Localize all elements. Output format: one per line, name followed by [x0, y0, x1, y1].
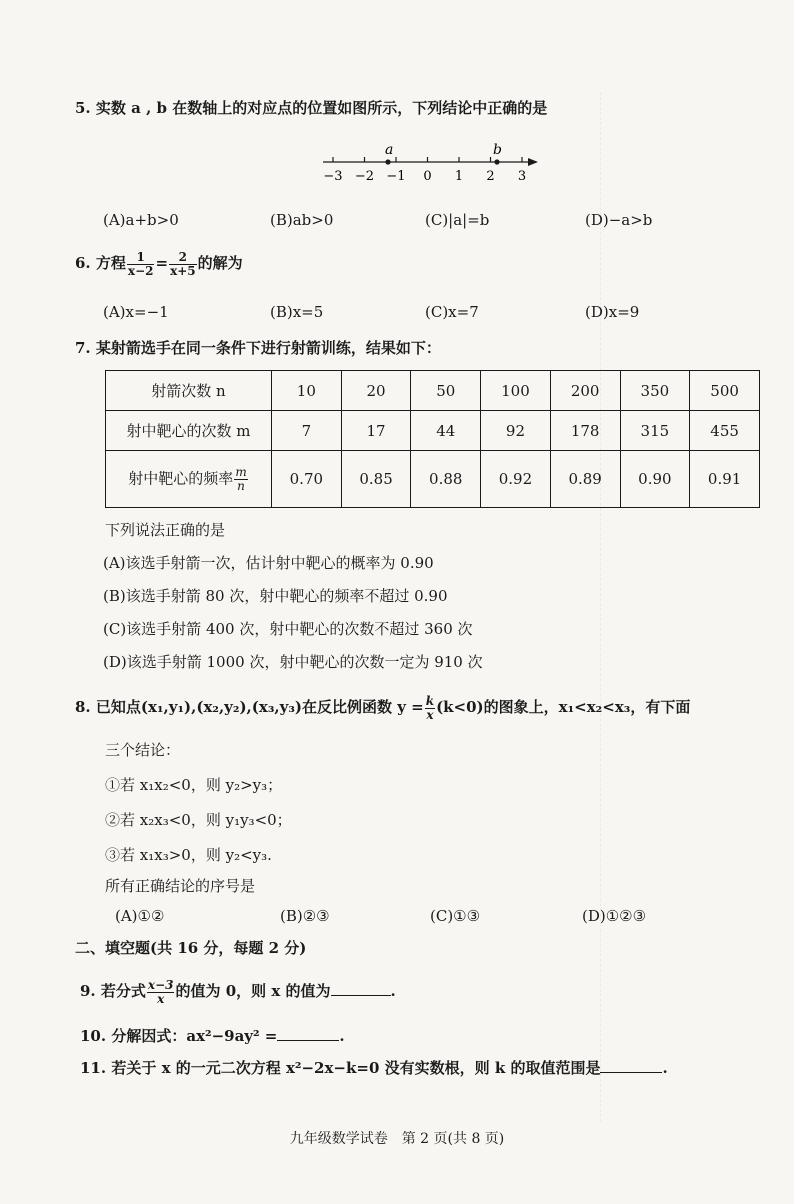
table-row-freq [106, 451, 760, 508]
q8-option-a[interactable]: (A)①② [115, 907, 165, 925]
table-row-n [106, 371, 760, 411]
table-cell: 0.89 [550, 451, 620, 508]
axis-tick-label: −2 [354, 169, 375, 184]
table-cell: 315 [620, 411, 690, 451]
row-label-m: 射中靶心的次数 m [106, 411, 272, 451]
q7-number: 7. [75, 339, 91, 357]
q8-stem-2: 三个结论： [105, 741, 181, 759]
q5-option-a[interactable]: (A)a+b>0 [103, 211, 179, 229]
q6-stem-pre: 方程 [95, 254, 126, 272]
q11-number: 11. [80, 1059, 107, 1077]
table-cell: 350 [620, 371, 690, 411]
q10: 10. 分解因式：ax²−9ay² = . [80, 1027, 345, 1045]
axis-tick-label: −1 [386, 169, 406, 184]
table-cell: 50 [411, 371, 481, 411]
number-line [318, 140, 548, 190]
q8-prompt: 所有正确结论的序号是 [105, 877, 256, 895]
q8-number: 8. [75, 698, 91, 716]
q10-answer-blank[interactable] [277, 1026, 339, 1041]
q9: 9. 若分式 $\frac{x-3}{x}$ 的值为 0，则 x 的值为 . [80, 977, 396, 1006]
table-cell: 0.88 [411, 451, 481, 508]
table-cell: 100 [481, 371, 551, 411]
page-footer: 九年级数学试卷 第 2 页(共 8 页) [289, 1131, 505, 1147]
q10-number: 10. [80, 1027, 107, 1045]
point-b [494, 159, 499, 164]
q6-option-c[interactable]: (C)x=7 [425, 303, 479, 321]
point-a [385, 159, 390, 164]
q9-answer-blank[interactable] [331, 981, 391, 996]
axis-tick-label: 0 [423, 169, 432, 184]
q6-fraction-2: $\frac{2}{x+5}$ [170, 249, 196, 278]
archery-table [105, 370, 760, 508]
q5-stem: 实数 a , b 在数轴上的对应点的位置如图所示，下列结论中正确的是 [95, 99, 548, 117]
row-label-n: 射箭次数 n [106, 371, 272, 411]
q5-option-b[interactable]: (B)ab>0 [270, 211, 334, 229]
table-cell: 500 [690, 371, 760, 411]
q7-prompt: 下列说法正确的是 [105, 521, 226, 539]
q7-option-a[interactable]: (A)该选手射箭一次，估计射中靶心的概率为 0.90 [103, 554, 434, 572]
q8-option-d[interactable]: (D)①②③ [582, 907, 647, 925]
q8-conclusion-1: ①若 x₁x₂<0，则 y₂>y₃； [105, 776, 283, 794]
q7-option-d[interactable]: (D)该选手射箭 1000 次，射中靶心的次数一定为 910 次 [103, 653, 483, 671]
point-b-label: b [493, 142, 502, 158]
table-cell: 178 [550, 411, 620, 451]
q8-option-b[interactable]: (B)②③ [280, 907, 330, 925]
section-2-title: 二、填空题(共 16 分，每题 2 分) [75, 939, 307, 957]
q6-option-a[interactable]: (A)x=−1 [103, 303, 169, 321]
table-row-m [106, 411, 760, 451]
q11: 11. 若关于 x 的一元二次方程 x²−2x−k=0 没有实数根，则 k 的取值范围是 . [80, 1059, 668, 1077]
q8-conclusion-3: ③若 x₁x₃>0，则 y₂<y₃. [105, 846, 272, 864]
q9-number: 9. [80, 982, 96, 1000]
q6-number: 6. [75, 254, 91, 272]
table-cell: 200 [550, 371, 620, 411]
table-cell: 455 [690, 411, 760, 451]
axis-tick-label: 3 [517, 169, 527, 184]
q8-stem-post: (k<0)的图象上，x₁<x₂<x₃，有下面 [436, 698, 691, 716]
q7 [75, 338, 441, 358]
q5-number: 5. [75, 99, 91, 117]
q6-stem-post: 的解为 [197, 254, 243, 272]
table-cell: 92 [481, 411, 551, 451]
q7-stem: 某射箭选手在同一条件下进行射箭训练，结果如下： [95, 339, 441, 357]
q8-fraction: $\frac{k}{x}$ [425, 693, 435, 722]
axis-tick-label: −3 [323, 169, 343, 184]
axis-tick-label: 2 [486, 169, 495, 184]
q8-stem-pre: 已知点(x₁,y₁),(x₂,y₂),(x₃,y₃)在反比例函数 y = [95, 698, 424, 716]
table-cell: 44 [411, 411, 481, 451]
table-cell: 7 [272, 411, 342, 451]
axis-tick-label: 1 [454, 169, 464, 184]
table-cell: 20 [341, 371, 411, 411]
q9-fraction: $\frac{x-3}{x}$ [147, 977, 174, 1006]
table-cell: 10 [272, 371, 342, 411]
q5-option-d[interactable]: (D)−a>b [585, 211, 653, 229]
q6: 6. 方程 $\frac{1}{x-2}$ = $\frac{2}{x+5}$ 的解为 [75, 249, 243, 278]
table-cell: 17 [341, 411, 411, 451]
q8-conclusion-2: ②若 x₂x₃<0，则 y₁y₃<0； [105, 811, 292, 829]
row-label-freq: 射中靶心的频率 $\frac{m}{n}$ [106, 451, 272, 508]
q7-option-b[interactable]: (B)该选手射箭 80 次，射中靶心的频率不超过 0.90 [103, 587, 448, 605]
table-cell: 0.90 [620, 451, 690, 508]
point-a-label: a [385, 142, 394, 158]
table-cell: 0.91 [690, 451, 760, 508]
q11-answer-blank[interactable] [600, 1058, 662, 1073]
bleed-through-shadow [600, 92, 791, 1122]
q5 [75, 98, 547, 118]
table-cell: 0.92 [481, 451, 551, 508]
table-cell: 0.85 [341, 451, 411, 508]
q8 [75, 692, 690, 722]
q8-option-c[interactable]: (C)①③ [430, 907, 481, 925]
q5-option-c[interactable]: (C)|a|=b [425, 211, 490, 229]
q6-option-d[interactable]: (D)x=9 [585, 303, 640, 321]
table-cell: 0.70 [272, 451, 342, 508]
q7-option-c[interactable]: (C)该选手射箭 400 次，射中靶心的次数不超过 360 次 [103, 620, 473, 638]
q6-fraction-1: $\frac{1}{x-2}$ [127, 249, 154, 278]
q6-option-b[interactable]: (B)x=5 [270, 303, 324, 321]
